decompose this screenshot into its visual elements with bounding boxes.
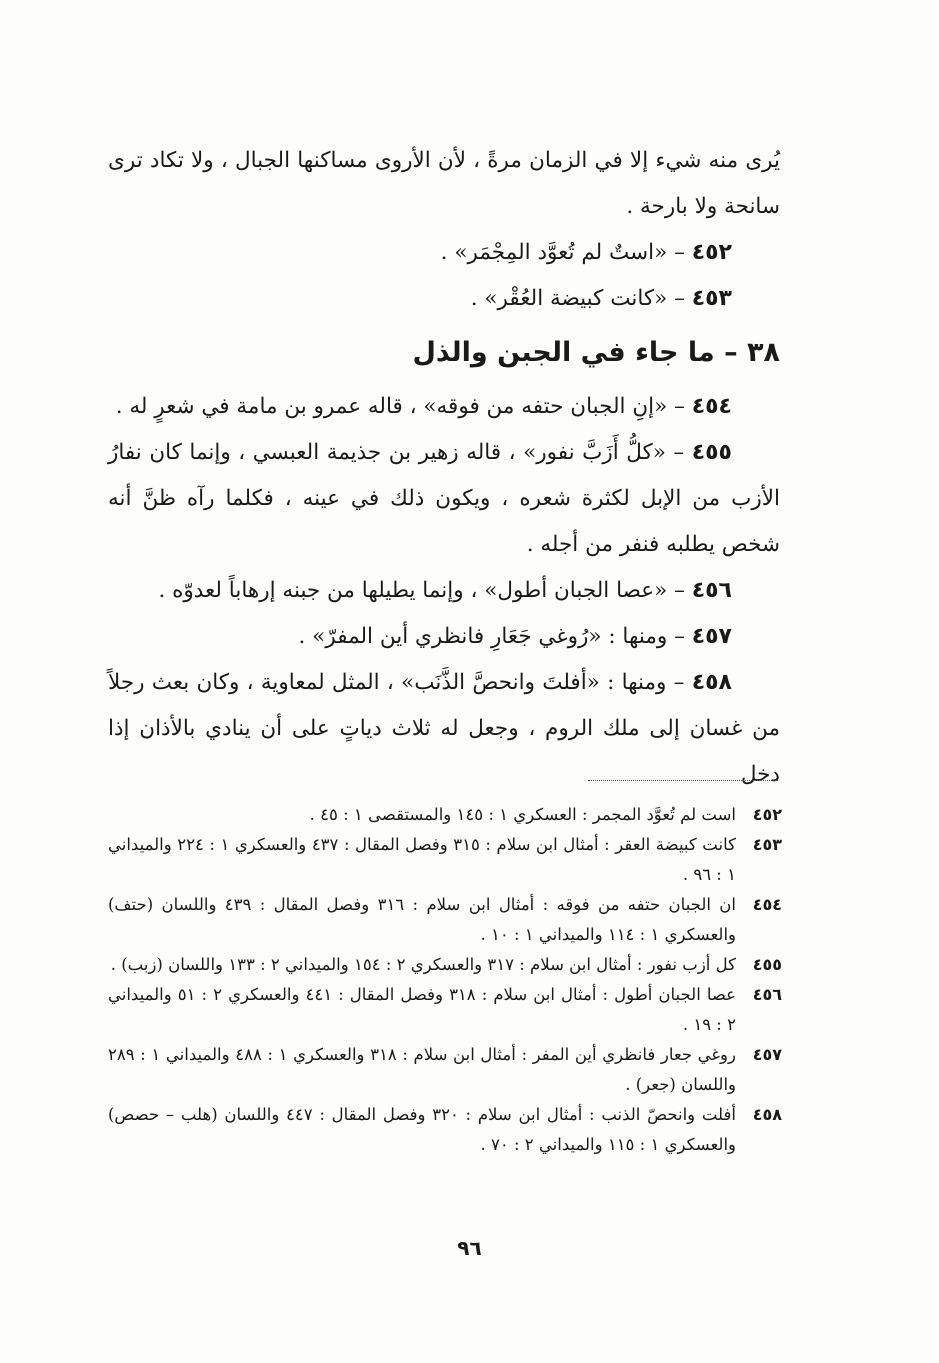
footnote-divider — [588, 780, 778, 781]
entry-text: – «استٌ لم تُعوَّد المِجْمَر» . — [440, 240, 685, 265]
section-heading: ٣٨ – ما جاء في الجبن والذل — [412, 337, 780, 368]
footnote-text: است لم تُعوَّد المجمر : العسكري ١ : ١٤٥ والمستقصى ١ : ٤٥ . — [309, 805, 736, 824]
footnote-number: ٤٥٥ — [752, 955, 782, 974]
page-number: ٩٦ — [457, 1236, 482, 1260]
entry-number: ٤٥٣ — [691, 286, 732, 311]
intro-paragraph: يُرى منه شيء إلا في الزمان مرةً ، لأن الأروى مساكنها الجبال ، ولا تكاد ترى سانحة ولا بارحة . — [108, 148, 780, 219]
entry-text: – «عصا الجبان أطول» ، وإنما يطيلها من جبنه إرهاباً لعدوّه . — [158, 578, 685, 603]
entry-457 — [108, 614, 780, 660]
entry-number: ٤٥٧ — [691, 624, 732, 649]
entry-number: ٤٥٨ — [691, 670, 732, 695]
entry-455 — [108, 430, 780, 568]
entry-number: ٤٥٤ — [691, 394, 732, 419]
footnote-454 — [108, 890, 782, 950]
footnote-text: عصا الجبان أطول : أمثال ابن سلام : ٣١٨ وفصل المقال : ٤٤١ والعسكري ٢ : ٥١ والميداني ٢ : ١٩ . — [108, 985, 737, 1034]
footnote-number: ٤٥٢ — [752, 805, 782, 824]
footnote-text: ان الجبان حتفه من فوقه : أمثال ابن سلام : ٣١٦ وفصل المقال : ٤٣٩ واللسان (حتف) والعسكري ١ : ١١٤ والميداني ١ : ١٠ . — [108, 895, 737, 944]
footnote-text: كل أزب نفور : أمثال ابن سلام : ٣١٧ والعسكري ٢ : ١٥٤ والميداني ٢ : ١٣٣ واللسان (زبب) . — [110, 955, 736, 974]
footnote-number: ٤٥٦ — [752, 985, 782, 1004]
footnotes — [108, 800, 782, 1160]
footnote-number: ٤٥٣ — [752, 835, 782, 854]
entry-454 — [108, 384, 780, 430]
footnote-452 — [108, 800, 782, 830]
footnote-text: أفلت وانحصّ الذنب : أمثال ابن سلام : ٣٢٠ وفصل المقال : ٤٤٧ واللسان (هلب – حصص) والعسكري ١ : ١١٥ والميداني ٢ : ٧٠ . — [108, 1105, 736, 1154]
footnote-number: ٤٥٧ — [752, 1045, 782, 1064]
footnote-number: ٤٥٨ — [752, 1105, 782, 1124]
footnote-457 — [108, 1040, 782, 1100]
entry-number: ٤٥٢ — [691, 240, 732, 265]
entry-text: – ومنها : «رُوغي جَعَارِ فانظري أين المفرّ» . — [298, 624, 685, 649]
footnote-text: روغي جعار فانظري أين المفر : أمثال ابن سلام : ٣١٨ والعسكري ١ : ٤٨٨ والميداني ١ : ٢٨٩ واللسان (جعر) . — [108, 1045, 736, 1094]
entry-456 — [108, 568, 780, 614]
footnote-456 — [108, 980, 782, 1040]
entry-452 — [108, 230, 780, 276]
entry-453 — [108, 276, 780, 322]
footnote-458 — [108, 1100, 782, 1160]
footnote-455 — [108, 950, 782, 980]
entry-text: – ومنها : «أفلتَ وانحصَّ الذَّنَب» ، المثل لمعاوية ، وكان بعث رجلاً من غسان إلى ملك الروم ، وجعل له ثلاث دياتٍ على أن ينادي بالأذان إذا دخل — [108, 670, 780, 787]
entry-text: – «كلُّ أَزَبَّ نفور» ، قاله زهير بن جذيمة العبسي ، وإنما كان نفارُ الأزب من الإبل لكثرة شعره ، ويكون ذلك في عينه ، فكلما رآه ظنَّ أنه شخص يطلبه فنفر من أجله . — [108, 440, 781, 557]
entry-text: – «إنِ الجبان حتفه من فوقه» ، قاله عمرو بن مامة في شعرٍ له . — [115, 394, 685, 419]
footnote-453 — [108, 830, 782, 890]
footnote-number: ٤٥٤ — [752, 895, 782, 914]
entry-458 — [108, 660, 780, 798]
entry-text: – «كانت كبيضة العُقْر» . — [470, 286, 685, 311]
entry-number: ٤٥٥ — [691, 440, 732, 465]
entry-number: ٤٥٦ — [691, 578, 732, 603]
footnote-text: كانت كبيضة العقر : أمثال ابن سلام : ٣١٥ وفصل المقال : ٤٣٧ والعسكري ١ : ٢٢٤ والميداني ١ : ٩٦ . — [108, 835, 736, 884]
